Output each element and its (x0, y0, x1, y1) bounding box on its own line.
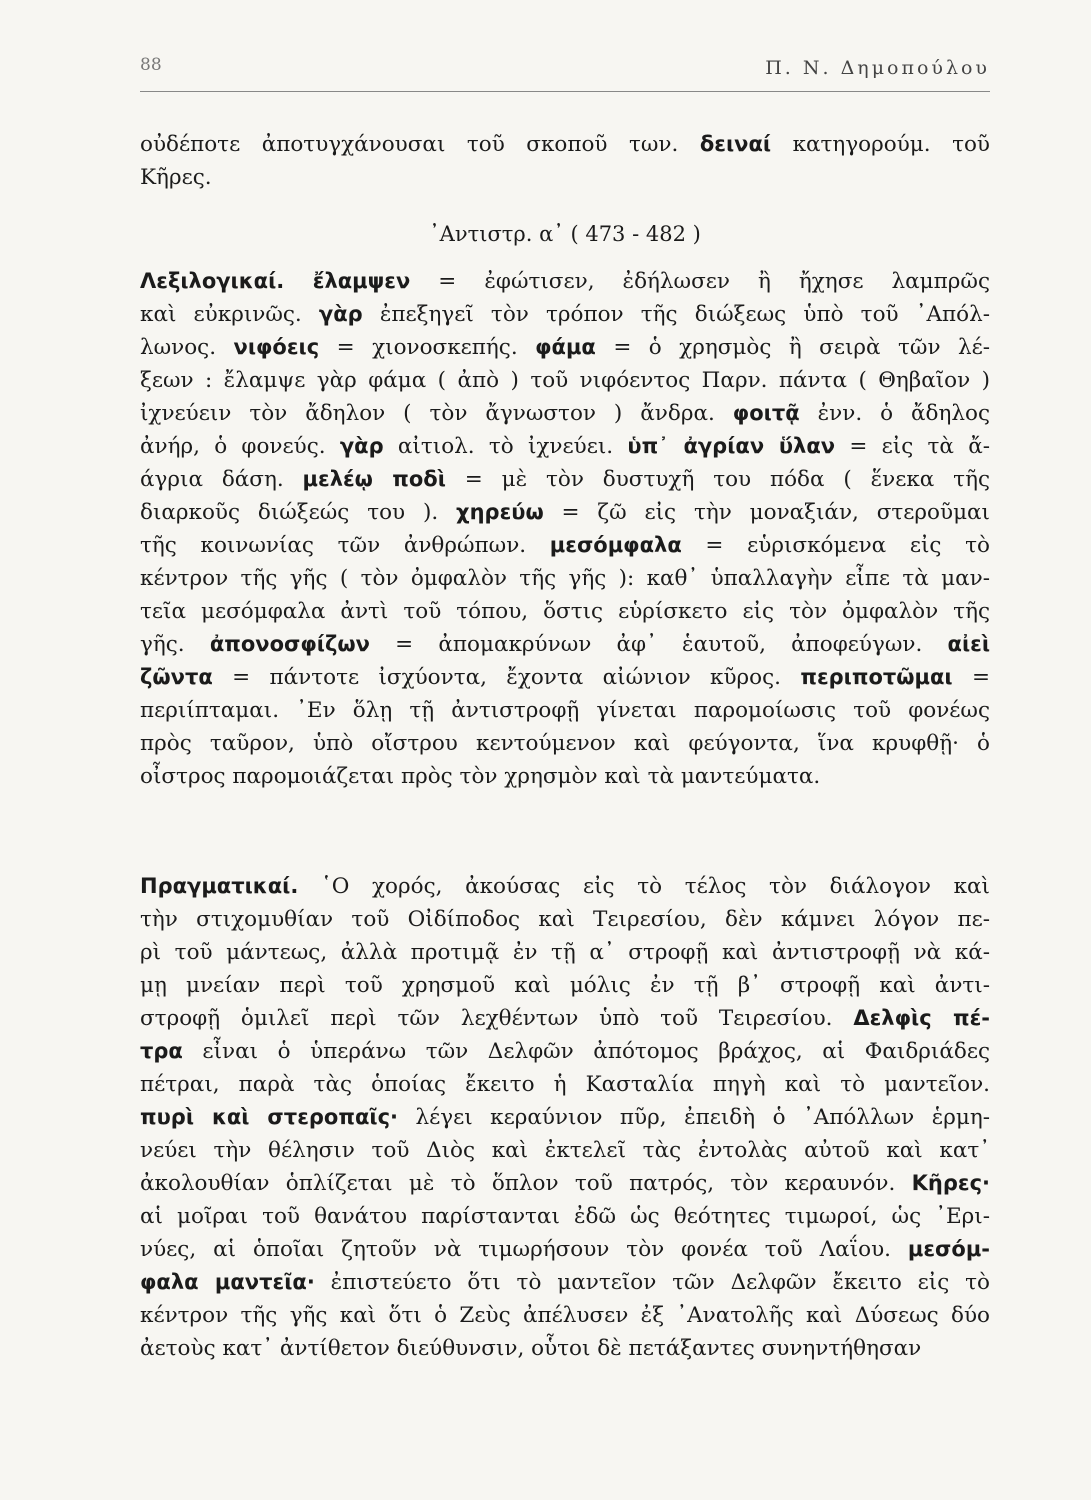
bold-term: γὰρ (318, 302, 363, 326)
text-line (140, 1233, 990, 1266)
text-run: καὶ εὐκρινῶς. (140, 302, 319, 327)
lexical-notes-paragraph (140, 265, 990, 793)
text-line (140, 727, 990, 760)
bold-term: πυρὶ καὶ στεροπαῖς· (140, 1105, 398, 1129)
bold-term: μελέῳ ποδὶ (302, 467, 446, 491)
text-line (140, 1101, 990, 1134)
bold-term: περιποτῶμαι (800, 665, 953, 689)
text-run: = μὲ τὸν δυστυχῆ του πόδα ( ἕνεκα τῆς (445, 467, 990, 492)
text-run: = ἀπομακρύνων ἀφ᾽ ἑαυτοῦ, ἀποφεύγων. (369, 632, 948, 657)
bold-term: Πραγματικαί. (140, 874, 299, 898)
text-line (140, 1002, 990, 1035)
bold-term: νιφόεις (233, 335, 320, 359)
text-line: οὐδέποτε ἀποτυγχάνουσαι τοῦ σκοποῦ των. δειναί κατηγορούμ. τοῦ (140, 132, 990, 157)
bold-term: χηρεύω (456, 500, 544, 524)
text-line (140, 1035, 990, 1068)
text-run: πέτραι, παρὰ τὰς ὁποίας ἔκειτο ἡ Κασταλία πηγὴ καὶ τὸ μαντεῖον. (140, 1072, 990, 1097)
bold-term: Δελφὶς πέ- (853, 1006, 990, 1030)
text-line (140, 298, 990, 331)
text-line (140, 529, 990, 562)
text-line (140, 463, 990, 496)
page-header (140, 55, 990, 95)
text-run: ῾Ο χορός, ἀκούσας εἰς τὸ τέλος τὸν διάλογον καὶ (298, 874, 990, 899)
text-line (140, 1134, 990, 1167)
text-line (140, 397, 990, 430)
text-line (140, 1299, 990, 1332)
text-line (140, 694, 990, 727)
bold-term: τρα (140, 1039, 183, 1063)
bold-term: Λεξιλογικαί. ἔλαμψεν (140, 269, 411, 293)
bold-term: φάμα (535, 335, 596, 359)
text-run: περιίπταμαι. ᾽Εν ὅλῃ τῇ ἀντιστροφῇ γίνεται παρομοίωσις τοῦ φονέως (140, 698, 990, 723)
text-line (140, 562, 990, 595)
text-run: διαρκοῦς διώξεώς του ). (140, 500, 457, 525)
text-line (140, 628, 990, 661)
text-run: τῆς κοινωνίας τῶν ἀνθρώπων. (140, 533, 550, 558)
text-run: πρὸς ταῦρον, ὑπὸ οἴστρου κεντούμενον καὶ φεύγοντα, ἵνα κρυφθῇ· ὁ (140, 731, 990, 756)
text-run: ξεων : ἔλαμψε γὰρ φάμα ( ἀπὸ ) τοῦ νιφόεντος Παρν. πάντα ( Θηβαῖον ) (140, 368, 990, 393)
text-run: νύες, αἱ ὁποῖαι ζητοῦν νὰ τιμωρήσουν τὸν φονέα τοῦ Λαΐου. (140, 1237, 908, 1262)
bold-term: μεσόμ- (907, 1237, 990, 1261)
bold-term: φοιτᾷ (732, 401, 800, 425)
text-run: = πάντοτε ἰσχύοντα, ἔχοντα αἰώνιον κῦρος. (212, 665, 801, 690)
text-run: ἀκολουθίαν ὁπλίζεται μὲ τὸ ὅπλον τοῦ πατρός, τὸν κεραυνόν. (140, 1171, 912, 1196)
section-heading: ᾽Αντιστρ. α᾽ ( 473 - 482 ) (429, 222, 701, 246)
text-line: Κῆρες. (140, 165, 212, 190)
text-line (140, 903, 990, 936)
text-run: = εὑρισκόμενα εἰς τὸ (681, 533, 990, 558)
intro-paragraph (140, 128, 990, 194)
bold-term: φαλα μαντεῖα· (140, 1270, 315, 1294)
bold-term: γὰρ (339, 434, 384, 458)
text-run: στροφῇ ὁμιλεῖ περὶ τῶν λεχθέντων ὑπὸ τοῦ Τειρεσίου. (140, 1006, 854, 1031)
text-run: εἶναι ὁ ὑπεράνω τῶν Δελφῶν ἀπότομος βράχος, αἱ Φαιδριάδες (182, 1039, 990, 1064)
text-line (140, 1200, 990, 1233)
header-rule (140, 91, 990, 92)
text-run: άγρια δάση. (140, 467, 303, 492)
text-run: τεῖα μεσόμφαλα ἀντὶ τοῦ τόπου, ὅστις εὑρίσκετο εἰς τὸν ὀμφαλὸν τῆς (140, 599, 990, 624)
text-run: λωνος. (140, 335, 234, 360)
text-run: αἰτιολ. τὸ ἰχνεύει. (383, 434, 628, 459)
bold-term: ζῶντα (140, 665, 213, 689)
text-run: ἐπιστεύετο ὅτι τὸ μαντεῖον τῶν Δελφῶν ἔκειτο εἰς τὸ (314, 1270, 990, 1295)
text-line (140, 595, 990, 628)
text-line (140, 760, 990, 793)
text-run: = εἰς τὰ ἄ- (835, 434, 990, 459)
text-line (140, 969, 990, 1002)
page-number: 88 (140, 55, 162, 75)
factual-notes-paragraph (140, 870, 990, 1365)
text-run: ἀετοὺς κατ᾽ ἀντίθετον διεύθυνσιν, οὗτοι δὲ πετάξαντες συνηντήθησαν (140, 1336, 922, 1361)
text-line (140, 331, 990, 364)
running-title: Π. Ν. Δημοπούλου (765, 57, 990, 79)
bold-term: μεσόμφαλα (549, 533, 682, 557)
text-line (140, 661, 990, 694)
text-run: = ζῶ εἰς τὴν μοναξιάν, στεροῦμαι (543, 500, 990, 525)
text-run: ἐπεξηγεῖ τὸν τρόπον τῆς διώξεως ὑπὸ τοῦ ᾽Απόλ- (362, 302, 990, 327)
text-run: οἶστρος παρομοιάζεται πρὸς τὸν χρησμὸν καὶ τὰ μαντεύματα. (140, 764, 821, 789)
text-run: νεύει τὴν θέλησιν τοῦ Διὸς καὶ ἐκτελεῖ τὰς ἐντολὰς αὐτοῦ καὶ κατ᾽ (140, 1138, 990, 1163)
text-run: κέντρον τῆς γῆς ( τὸν ὀμφαλὸν τῆς γῆς ): καθ᾽ ὑπαλλαγὴν εἶπε τὰ μαν- (140, 566, 990, 591)
text-run: ἐνν. ὁ ἄδηλος (799, 401, 990, 426)
text-line (140, 1068, 990, 1101)
text-run: ἀνήρ, ὁ φονεύς. (140, 434, 340, 459)
text-line (140, 265, 990, 298)
text-line (140, 1167, 990, 1200)
text-run: λέγει κεραύνιον πῦρ, ἐπειδὴ ὁ ᾽Απόλλων ἑρμη- (398, 1105, 990, 1130)
bold-term: Κῆρες· (911, 1171, 990, 1195)
bold-term: ἀπονοσφίζων (209, 632, 370, 656)
text-line (140, 364, 990, 397)
text-run: = ὁ χρησμὸς ἢ σειρὰ τῶν λέ- (595, 335, 990, 360)
bold-term: αἰεὶ (947, 632, 990, 656)
text-line (140, 1332, 990, 1365)
text-line (140, 870, 990, 903)
text-line (140, 1266, 990, 1299)
text-run: μῃ μνείαν περὶ τοῦ χρησμοῦ καὶ μόλις ἐν τῇ β᾽ στροφῇ καὶ ἀντι- (140, 973, 990, 998)
text-run: γῆς. (140, 632, 210, 657)
text-line (140, 430, 990, 463)
text-line (140, 496, 990, 529)
text-line (140, 936, 990, 969)
text-run: κέντρον τῆς γῆς καὶ ὅτι ὁ Ζεὺς ἀπέλυσεν ἐξ ᾽Ανατολῆς καὶ Δύσεως δύο (140, 1303, 990, 1328)
text-run: τὴν στιχομυθίαν τοῦ Οἰδίποδος καὶ Τειρεσίου, δὲν κάμνει λόγον πε- (140, 907, 990, 932)
bold-term: ὑπ᾽ ἀγρίαν ὕλαν (627, 434, 836, 458)
text-run: = ἐφώτισεν, ἐδήλωσεν ἢ ἤχησε λαμπρῶς (410, 269, 990, 294)
text-run: αἱ μοῖραι τοῦ θανάτου παρίστανται ἐδῶ ὡς θεότητες τιμωροί, ὡς ᾽Ερι- (140, 1204, 990, 1229)
text-run: ρὶ τοῦ μάντεως, ἀλλὰ προτιμᾷ ἐν τῇ α᾽ στροφῇ καὶ ἀντιστροφῇ νὰ κά- (140, 940, 990, 965)
text-run: = (952, 665, 990, 690)
text-run: = χιονοσκεπής. (319, 335, 536, 360)
text-run: ἰχνεύειν τὸν ἄδηλον ( τὸν ἄγνωστον ) ἄνδρα. (140, 401, 733, 426)
